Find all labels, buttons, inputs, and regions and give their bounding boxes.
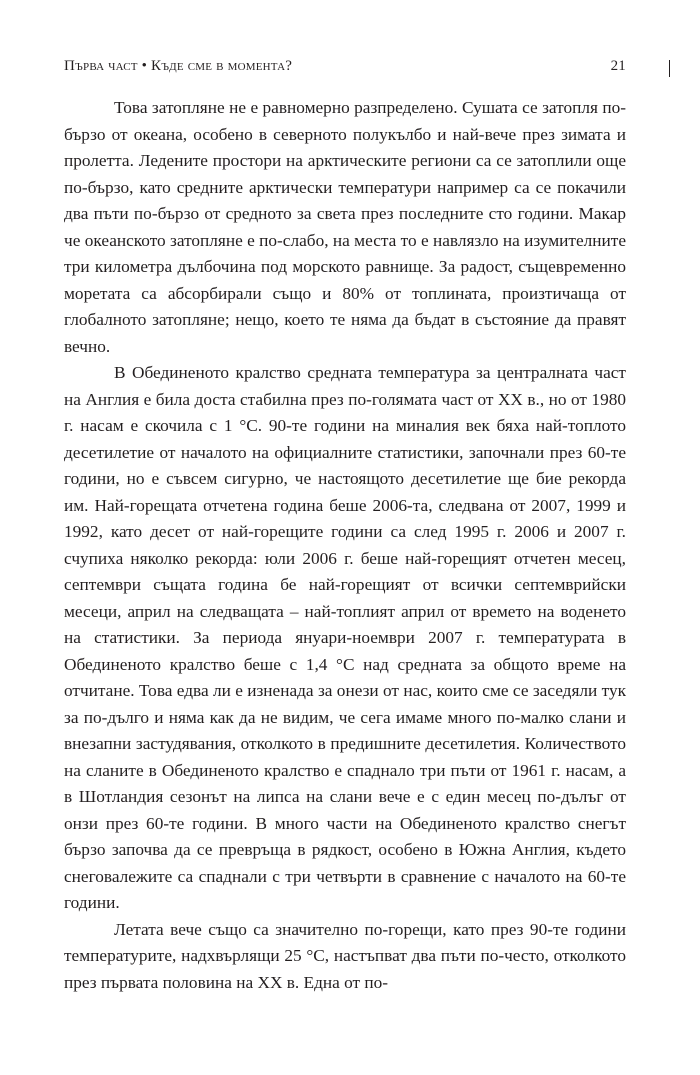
paragraph: Летата вече също са значително по-горещи, като през 90-те години температурите, надхвърлящи 25 °C, настъпват два пъти по-често, отколкото през първата половина на XX в. Една от по- <box>64 919 626 992</box>
page-number: 21 <box>610 58 626 74</box>
body-text <box>64 95 626 996</box>
running-header <box>64 58 626 80</box>
paragraph: Това затопляне не е равномерно разпределено. Сушата се затопля по-бързо от океана, особено в северното полукълбо и най-вече през зимата и пролетта. Ледените простори на арктическите региони са се затоплили още по-бързо, като средните арктически температури например са се покачили два пъти по-бързо от средното за света през последните сто години. Макар че океанското затопляне е по-слабо, на места то е навлязло на изумителните три километра дълбочина под морското равнище. За радост, същевременно моретата са абсорбирали също и 80% от топлината, произтичаща от глобалното затопляне; нещо, което те няма да бъдат в състояние да правят вечно. <box>64 98 626 356</box>
header-divider <box>669 60 670 77</box>
running-title: Първа част • Къде сме в момента? <box>64 58 293 74</box>
paragraph: В Обединеното кралство средната температура за централната част на Англия е била доста стабилна през по-голямата част от XX в., но от 1980 г. насам е скочила с 1 °C. 90-те години на миналия век бяха най-топлото десетилетие от началото на официалните статистики, започнали през 60-те години, но е съвсем сигурно, че настоящото десетилетие ще бие рекорда им. Най-горещата отчетена година беше 2006-та, следвана от 2007, 1999 и 1992, като десет от най-горещите години са след 1995 г. 2006 и 2007 г. счупиха няколко рекорда: юли 2006 г. беше най-горещият отчетен месец, септември същата година бе най-горещият от всички септемврийски месеци, април на следващата – най-топлият април от времето на воденето на статистики. За периода януари-ноември 2007 г. температурата в Обединеното кралство беше с 1,4 °C над средната за общото време на отчитане. Това едва ли е изненада за онези от нас, които сме се заседяли тук за по-дълго и няма как да не видим, че сега имаме много по-малко слани и внезапни застудявания, отколкото в предишните десетилетия. Количеството на сланите в Обединеното кралство е спаднало три пъти от 1961 г. насам, а в Шотландия сезонът на липса на слани вече е с един месец по-дълъг от онзи през 60-те години. В много части на Обединеното кралство снегът бързо започва да се превръща в рядкост, особено в Южна Англия, където снеговалежите са спаднали с три четвърти в сравнение с началото на 60-те години. <box>64 363 626 912</box>
